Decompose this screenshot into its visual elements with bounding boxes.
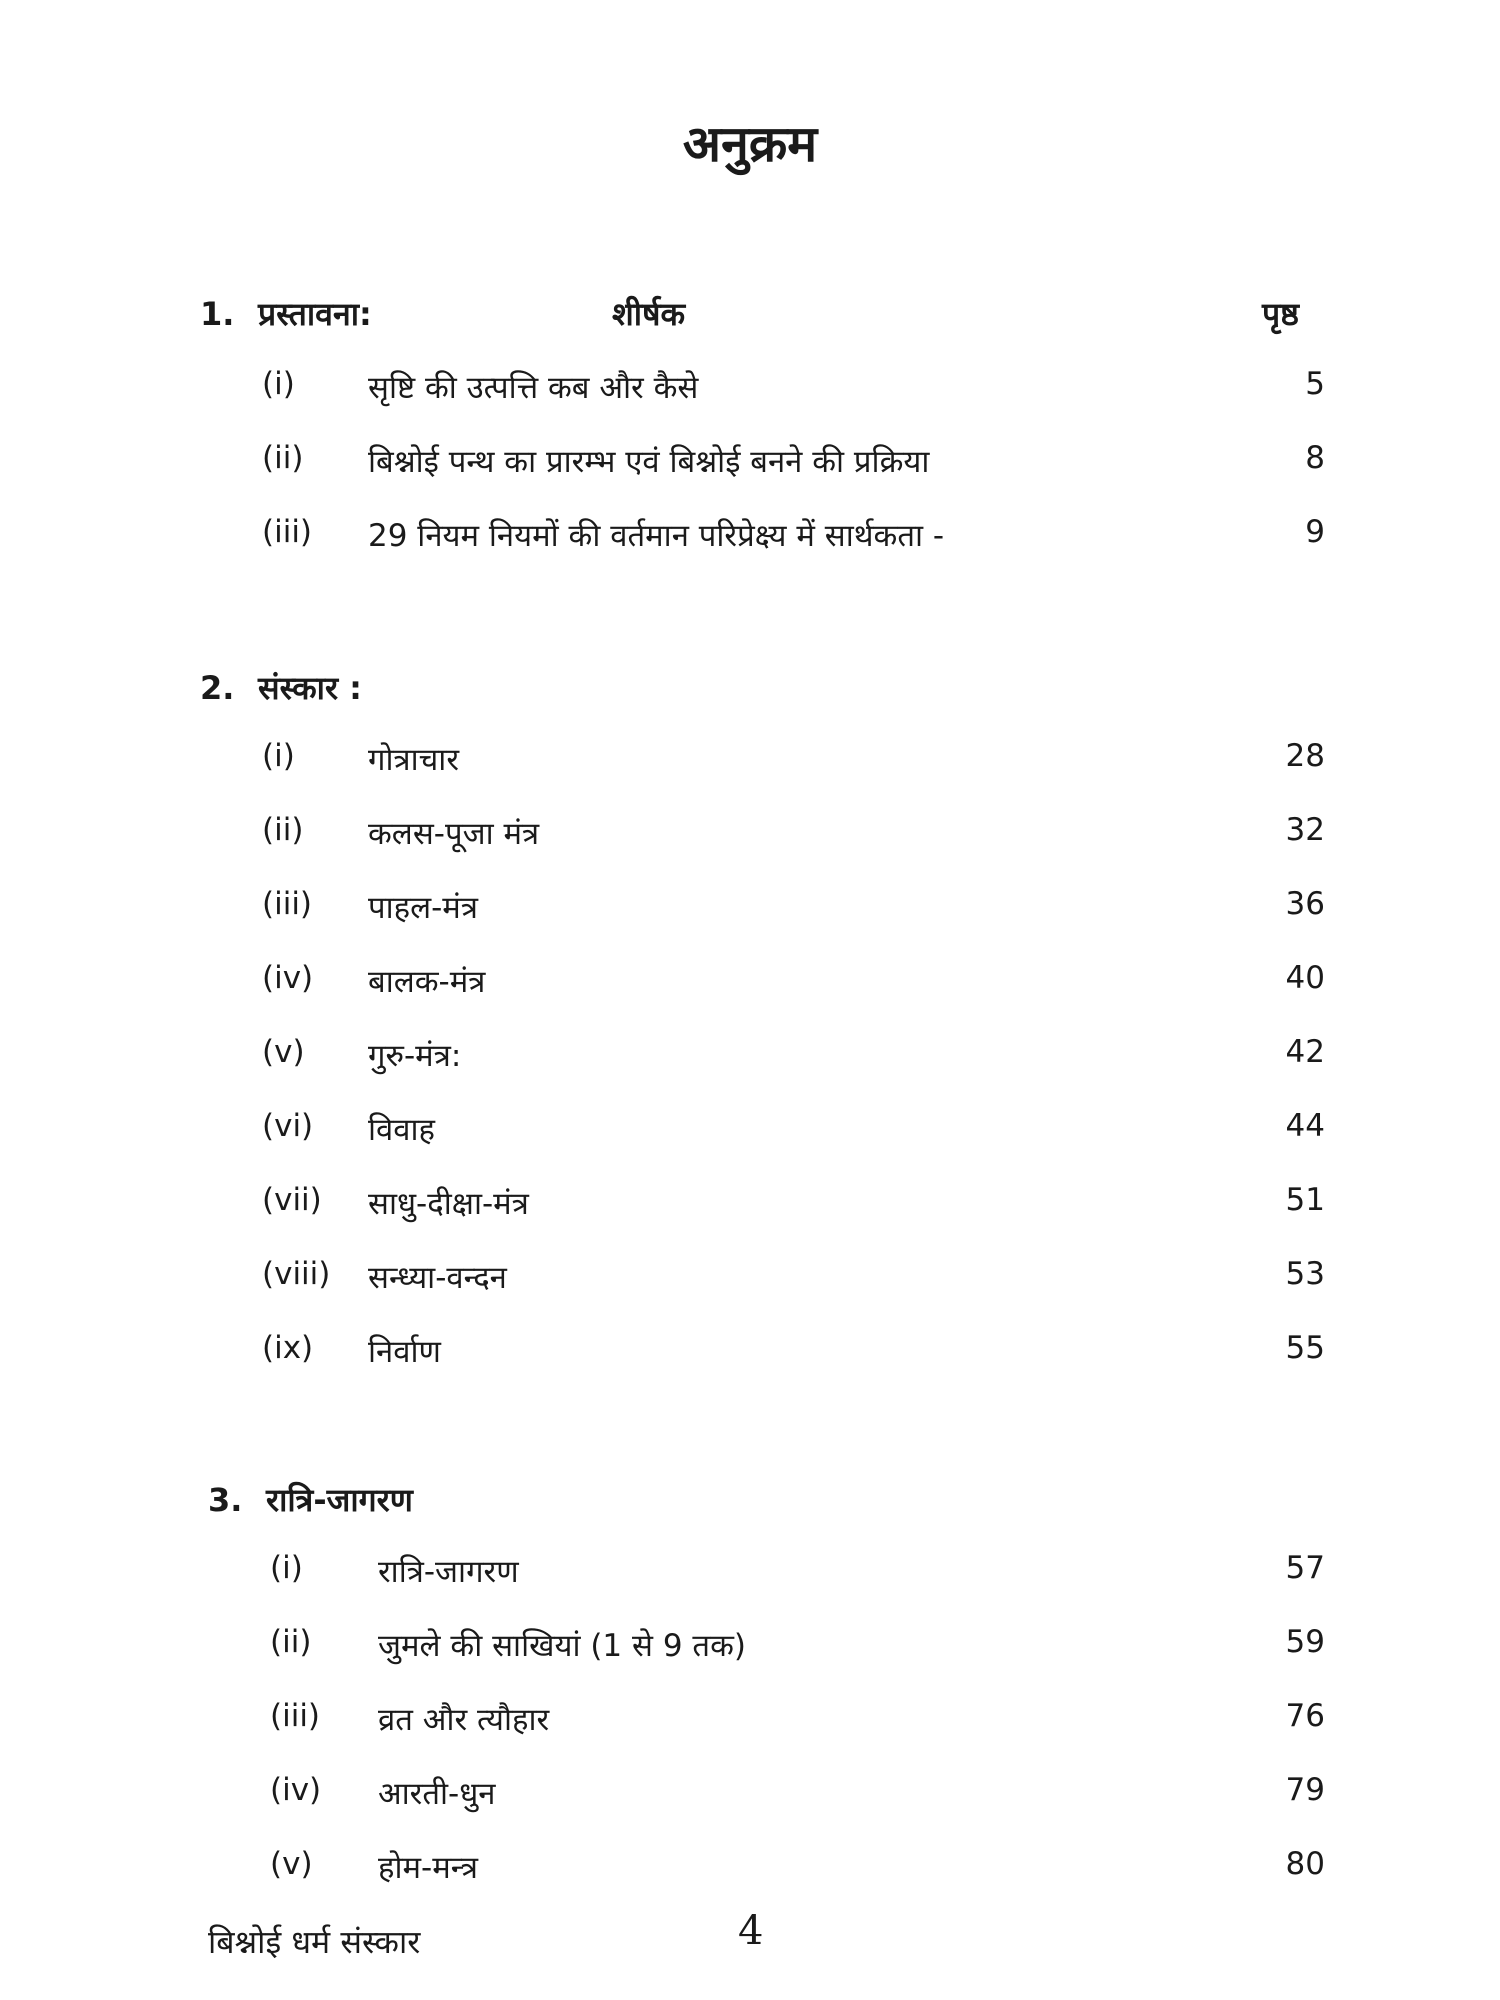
item-page: 53: [1285, 1256, 1325, 1292]
item-number: (v): [270, 1846, 313, 1882]
title-column-header: शीर्षक: [612, 295, 686, 333]
page-column-header: पृष्ठ: [1262, 295, 1300, 333]
toc-item[interactable]: [0, 960, 1500, 1010]
item-number: (iv): [262, 960, 314, 996]
item-number: (iii): [262, 886, 313, 922]
section-heading-3: [208, 1478, 413, 1521]
item-number: (vi): [262, 1108, 314, 1144]
toc-item[interactable]: [0, 1550, 1500, 1600]
toc-item[interactable]: [0, 1034, 1500, 1084]
section-title: रात्रि-जागरण: [266, 1481, 413, 1519]
section-number: 2.: [200, 669, 235, 707]
item-title: होम-मन्त्र: [378, 1850, 478, 1886]
item-page: 40: [1285, 960, 1325, 996]
item-page: 8: [1305, 440, 1325, 476]
item-number: (i): [262, 366, 295, 402]
section-heading-1: [200, 292, 372, 335]
item-title: बिश्नोई पन्थ का प्रारम्भ एवं बिश्नोई बनने की प्रक्रिया: [368, 444, 930, 480]
toc-item[interactable]: [0, 1846, 1500, 1896]
toc-item[interactable]: [0, 440, 1500, 490]
item-number: (iii): [262, 514, 313, 550]
item-page: 80: [1285, 1846, 1325, 1882]
item-title: आरती-धुन: [378, 1776, 496, 1812]
toc-item[interactable]: [0, 1256, 1500, 1306]
item-title: निर्वाण: [368, 1334, 441, 1370]
item-number: (i): [270, 1550, 303, 1586]
item-number: (vii): [262, 1182, 322, 1218]
item-title: 29 नियम नियमों की वर्तमान परिप्रेक्ष्य में सार्थकता -: [368, 518, 945, 554]
section-title: संस्कार :: [258, 669, 362, 707]
item-number: (ii): [262, 440, 304, 476]
item-page: 32: [1285, 812, 1325, 848]
item-page: 44: [1285, 1108, 1325, 1144]
toc-item[interactable]: [0, 1330, 1500, 1380]
item-page: 59: [1285, 1624, 1325, 1660]
section-number: 1.: [200, 295, 235, 333]
toc-item[interactable]: [0, 1772, 1500, 1822]
toc-item[interactable]: [0, 1624, 1500, 1674]
item-page: 55: [1285, 1330, 1325, 1366]
item-page: 76: [1285, 1698, 1325, 1734]
section-heading-2: [200, 666, 362, 709]
item-title: रात्रि-जागरण: [378, 1554, 519, 1590]
item-title: बालक-मंत्र: [368, 964, 486, 1000]
item-title: विवाह: [368, 1112, 435, 1148]
item-number: (v): [262, 1034, 305, 1070]
item-page: 51: [1285, 1182, 1325, 1218]
toc-item[interactable]: [0, 1698, 1500, 1748]
item-page: 42: [1285, 1034, 1325, 1070]
item-page: 36: [1285, 886, 1325, 922]
toc-item[interactable]: [0, 1108, 1500, 1158]
toc-item[interactable]: [0, 886, 1500, 936]
item-title: सृष्टि की उत्पत्ति कब और कैसे: [368, 370, 699, 406]
toc-item[interactable]: [0, 812, 1500, 862]
item-number: (ix): [262, 1330, 314, 1366]
footer-page-number: 4: [738, 1908, 764, 1954]
item-page: 79: [1285, 1772, 1325, 1808]
toc-item[interactable]: [0, 738, 1500, 788]
item-number: (iv): [270, 1772, 322, 1808]
footer-book-title: बिश्नोई धर्म संस्कार: [208, 1923, 421, 1961]
section-number: 3.: [208, 1481, 243, 1519]
item-title: व्रत और त्यौहार: [378, 1702, 550, 1738]
item-title: साधु-दीक्षा-मंत्र: [368, 1186, 529, 1222]
item-title: जुमले की साखियां (1 से 9 तक): [378, 1628, 746, 1664]
toc-item[interactable]: [0, 514, 1500, 564]
item-title: कलस-पूजा मंत्र: [368, 816, 540, 852]
item-title: सन्ध्या-वन्दन: [368, 1260, 507, 1296]
page-title: अनुक्रम: [682, 115, 818, 173]
item-number: (ii): [270, 1624, 312, 1660]
item-number: (iii): [270, 1698, 321, 1734]
toc-item[interactable]: [0, 1182, 1500, 1232]
toc-item[interactable]: [0, 366, 1500, 416]
item-page: 28: [1285, 738, 1325, 774]
item-title: गुरु-मंत्र:: [368, 1038, 462, 1074]
item-page: 57: [1285, 1550, 1325, 1586]
item-title: गोत्राचार: [368, 742, 460, 778]
item-page: 9: [1305, 514, 1325, 550]
item-number: (viii): [262, 1256, 331, 1292]
item-title: पाहल-मंत्र: [368, 890, 478, 926]
item-number: (ii): [262, 812, 304, 848]
item-number: (i): [262, 738, 295, 774]
item-page: 5: [1305, 366, 1325, 402]
section-title: प्रस्तावना:: [258, 295, 372, 333]
